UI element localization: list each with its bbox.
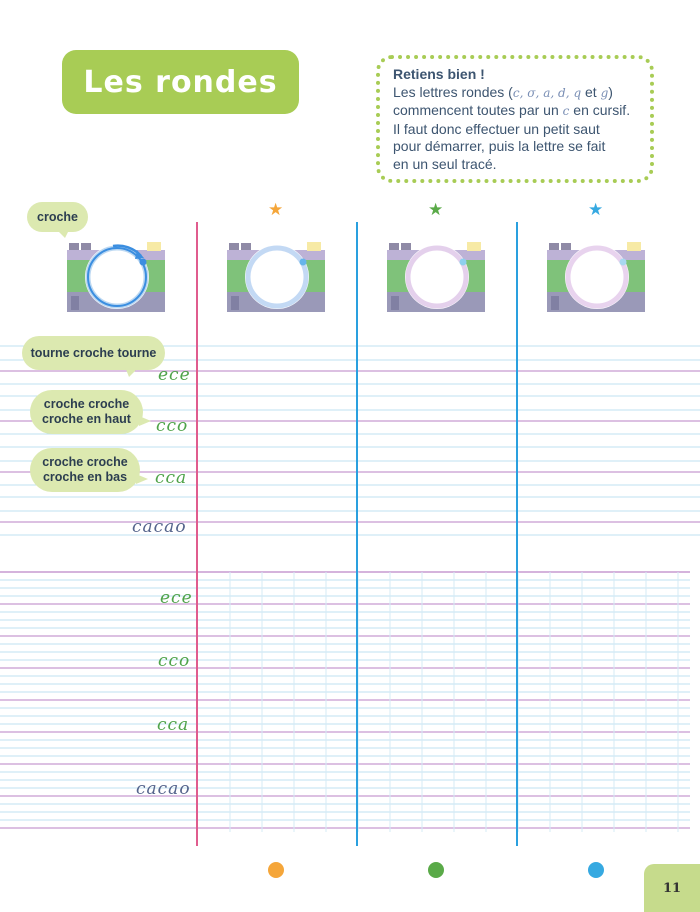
camera-icon bbox=[547, 242, 645, 312]
bubble-croche: croche bbox=[27, 202, 88, 232]
camera-icon bbox=[67, 242, 165, 312]
bubble-croche-en-haut: croche croche croche en haut bbox=[30, 390, 143, 434]
page-number: 11 bbox=[644, 864, 700, 912]
model-word: cacao bbox=[132, 517, 187, 537]
star-icon: ★ bbox=[588, 200, 604, 220]
bubble-croche-en-bas: croche croche croche en bas bbox=[30, 448, 140, 492]
tip-heading: Retiens bien ! bbox=[393, 66, 485, 82]
camera-icon bbox=[387, 242, 485, 312]
blue-dot-icon bbox=[588, 862, 604, 878]
model-word: cca bbox=[155, 468, 188, 488]
tip-line-2: commencent toutes par un c en cursif. bbox=[393, 102, 631, 118]
tip-line-1: Les lettres rondes (c, σ, a, d, q et g) bbox=[393, 83, 613, 100]
star-icon: ★ bbox=[268, 200, 284, 220]
upper-ruling bbox=[0, 346, 700, 535]
model-word: cca bbox=[157, 715, 190, 735]
camera-icon bbox=[227, 242, 325, 312]
column-dividers bbox=[197, 222, 517, 846]
model-word: cco bbox=[156, 416, 189, 436]
tip-line-5: en un seul tracé. bbox=[393, 155, 497, 172]
model-word: cacao bbox=[136, 779, 191, 799]
tip-box bbox=[376, 55, 654, 183]
model-word: cco bbox=[158, 651, 191, 671]
orange-dot-icon bbox=[268, 862, 284, 878]
model-word: ece bbox=[158, 365, 191, 385]
green-dot-icon bbox=[428, 862, 444, 878]
lower-ruling bbox=[0, 572, 690, 832]
bubble-tourne-croche-tourne: tourne croche tourne bbox=[22, 336, 165, 370]
model-word: ece bbox=[160, 588, 193, 608]
title-banner bbox=[62, 50, 299, 114]
page-title: Les rondes bbox=[83, 64, 278, 100]
star-icon: ★ bbox=[428, 200, 444, 220]
tip-line-3: Il faut donc effectuer un petit saut bbox=[393, 120, 600, 137]
tip-line-4: pour démarrer, puis la lettre se fait bbox=[393, 138, 606, 154]
